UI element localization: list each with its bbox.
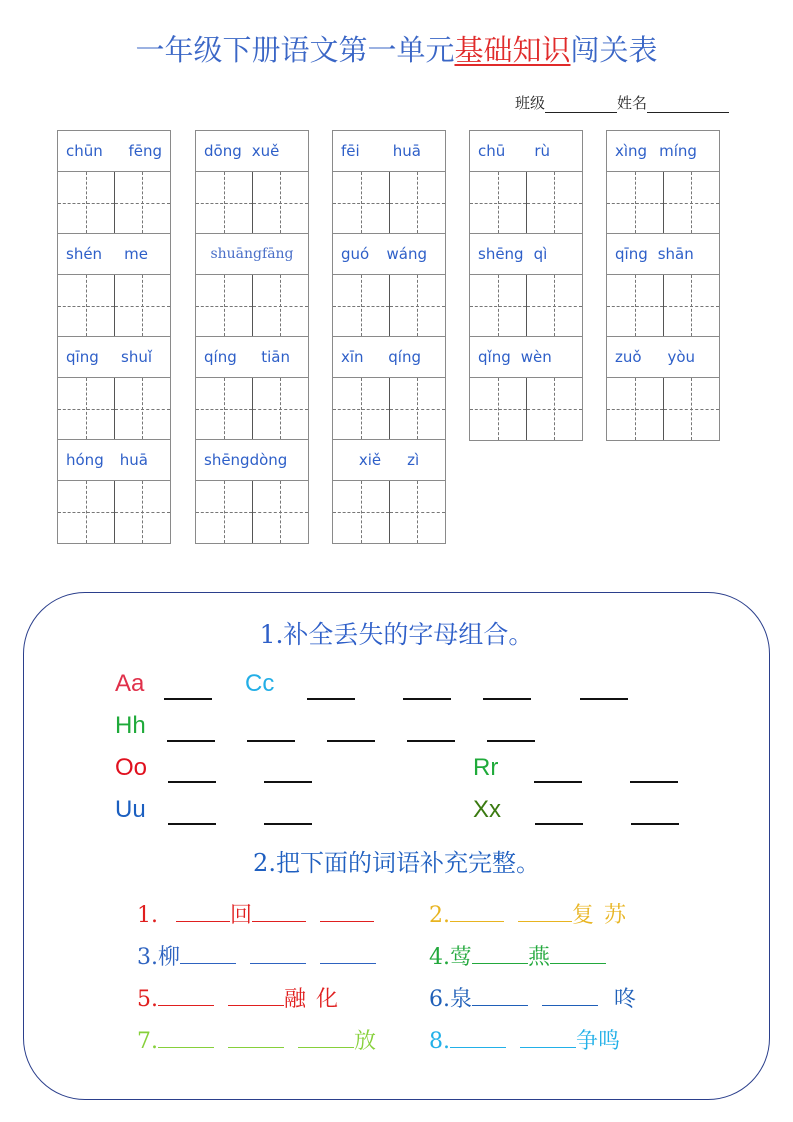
letter-blank[interactable] — [264, 823, 312, 825]
pinyin-block — [333, 440, 445, 543]
word-blank[interactable] — [520, 1029, 576, 1048]
pinyin-row — [470, 131, 582, 172]
pinyin-syllable: me — [124, 245, 148, 263]
word-blank[interactable] — [228, 987, 284, 1006]
writing-grid — [333, 378, 445, 440]
pinyin-column-4 — [469, 130, 583, 441]
writing-grid — [333, 481, 445, 543]
word-blank[interactable] — [472, 945, 528, 964]
tianzige-cell[interactable] — [333, 481, 390, 543]
word-blank[interactable] — [450, 903, 504, 922]
tianzige-cell[interactable] — [58, 481, 115, 543]
word-char: 柳 — [158, 945, 181, 970]
pinyin-row — [58, 234, 170, 275]
tianzige-cell[interactable] — [390, 481, 446, 543]
item-number: 1. — [137, 903, 158, 928]
word-item-1 — [137, 898, 374, 929]
tianzige-cell[interactable] — [470, 172, 527, 233]
item-number: 3. — [137, 945, 158, 970]
writing-grid — [470, 378, 582, 440]
pinyin-syllable: qíng — [204, 348, 237, 366]
tianzige-cell[interactable] — [253, 172, 309, 233]
word-blank[interactable] — [180, 945, 236, 964]
title-highlight: 基础知识 — [454, 33, 571, 67]
pinyin-syllable: shuǐ — [121, 348, 152, 366]
pinyin-row — [333, 440, 445, 481]
word-blank[interactable] — [472, 987, 528, 1006]
pinyin-syllable: fēng — [128, 142, 162, 160]
pinyin-syllable: qīng — [615, 245, 648, 263]
tianzige-cell[interactable] — [664, 378, 720, 440]
tianzige-cell[interactable] — [607, 275, 664, 336]
tianzige-cell[interactable] — [390, 378, 446, 439]
pinyin-block — [196, 131, 308, 234]
word-blank[interactable] — [320, 945, 376, 964]
word-blank[interactable] — [450, 1029, 506, 1048]
letter-blank[interactable] — [630, 781, 678, 783]
writing-grid — [58, 172, 170, 234]
writing-grid — [607, 275, 719, 337]
item-number: 2. — [429, 903, 450, 928]
pinyin-row — [58, 337, 170, 378]
pinyin-syllable: yòu — [667, 348, 695, 366]
title-suffix: 闯关表 — [570, 33, 658, 67]
section2-heading-text: 把下面的词语补充完整。 — [275, 849, 540, 877]
name-label: 姓名 — [617, 94, 648, 112]
writing-grid — [58, 481, 170, 543]
pinyin-syllable: hóng — [66, 451, 104, 469]
letter-blank[interactable] — [327, 740, 375, 742]
pinyin-block — [58, 131, 170, 234]
class-label: 班级 — [515, 94, 546, 112]
pinyin-row — [607, 337, 719, 378]
tianzige-cell[interactable] — [115, 481, 171, 543]
pinyin-block — [607, 131, 719, 234]
pinyin-block — [470, 131, 582, 234]
letter-blank[interactable] — [307, 698, 355, 700]
pinyin-syllable: guó — [341, 245, 370, 263]
pinyin-syllable: chū — [478, 142, 506, 160]
pinyin-row — [196, 234, 308, 275]
letter-blank[interactable] — [167, 740, 215, 742]
word-blank[interactable] — [250, 945, 306, 964]
writing-grid — [196, 172, 308, 234]
pinyin-block — [196, 440, 308, 543]
pinyin-syllable: chūn — [66, 142, 103, 160]
pinyin-syllable: dōng — [204, 142, 242, 160]
pinyin-block — [470, 337, 582, 440]
pinyin-syllable: shān — [657, 245, 694, 263]
tianzige-cell[interactable] — [527, 378, 583, 440]
writing-grid — [196, 378, 308, 440]
letter-Xx: Xx — [473, 796, 502, 823]
word-blank[interactable] — [176, 903, 230, 922]
pinyin-syllable: zì — [407, 451, 420, 469]
pinyin-syllable: huā — [119, 451, 148, 469]
word-item-5 — [137, 982, 338, 1013]
pinyin-block — [607, 337, 719, 440]
word-char: 放 — [354, 1029, 377, 1054]
tianzige-cell[interactable] — [196, 275, 253, 336]
word-char: 争 — [576, 1029, 599, 1054]
pinyin-row — [470, 234, 582, 275]
word-blank[interactable] — [518, 903, 572, 922]
tianzige-cell[interactable] — [253, 275, 309, 336]
pinyin-block — [607, 234, 719, 337]
name-field[interactable] — [647, 97, 729, 113]
word-item-2 — [429, 898, 626, 929]
word-char: 鸣 — [598, 1029, 621, 1054]
item-number: 6. — [429, 987, 450, 1012]
word-char: 泉 — [450, 987, 473, 1012]
item-number: 5. — [137, 987, 158, 1012]
pinyin-row — [196, 337, 308, 378]
page-title — [0, 28, 793, 69]
pinyin-syllable: qíng — [388, 348, 421, 366]
word-blank[interactable] — [252, 903, 306, 922]
pinyin-block — [196, 234, 308, 337]
pinyin-row — [196, 440, 308, 481]
writing-grid — [196, 275, 308, 337]
word-blank[interactable] — [228, 1029, 284, 1048]
tianzige-cell[interactable] — [664, 172, 720, 233]
word-char: 莺 — [450, 945, 473, 970]
word-char: 回 — [230, 903, 253, 928]
letter-blank[interactable] — [407, 740, 455, 742]
pinyin-syllable: zuǒ — [615, 348, 642, 366]
pinyin-syllable: xiě — [358, 451, 382, 469]
word-blank[interactable] — [158, 1029, 214, 1048]
section1-heading: 1.补全丢失的字母组合。 — [259, 620, 534, 649]
letter-blank[interactable] — [483, 698, 531, 700]
pinyin-column-2 — [195, 130, 309, 544]
pinyin-syllable: xuě — [251, 142, 280, 160]
tianzige-cell[interactable] — [196, 481, 253, 543]
pinyin-syllable: rù — [534, 142, 550, 160]
pinyin-row — [333, 131, 445, 172]
letter-blank[interactable] — [403, 698, 451, 700]
tianzige-cell[interactable] — [607, 172, 664, 233]
tianzige-cell[interactable] — [196, 172, 253, 233]
pinyin-block — [58, 234, 170, 337]
title-prefix: 一年级下册语文第一单元 — [135, 33, 455, 67]
pinyin-syllable: shēng — [478, 245, 524, 263]
pinyin-syllable: xīn — [341, 348, 364, 366]
word-char: 苏 — [604, 903, 627, 928]
word-char: 燕 — [528, 945, 551, 970]
tianzige-cell[interactable] — [115, 172, 171, 233]
tianzige-cell[interactable] — [333, 378, 390, 439]
pinyin-block — [196, 337, 308, 440]
letter-blank[interactable] — [264, 781, 312, 783]
tianzige-cell[interactable] — [390, 172, 446, 233]
word-item-7 — [137, 1024, 376, 1055]
letter-Hh: Hh — [115, 712, 146, 739]
pinyin-row — [607, 234, 719, 275]
pinyin-column-5 — [606, 130, 720, 441]
pinyin-column-1 — [57, 130, 171, 544]
tianzige-cell[interactable] — [115, 378, 171, 439]
tianzige-cell[interactable] — [664, 275, 720, 336]
pinyin-block — [58, 337, 170, 440]
letter-blank[interactable] — [247, 740, 295, 742]
word-item-4 — [429, 940, 606, 971]
writing-grid — [58, 275, 170, 337]
pinyin-syllable: shēngdòng — [204, 451, 288, 469]
tianzige-cell[interactable] — [527, 275, 583, 336]
tianzige-cell[interactable] — [253, 378, 309, 439]
letter-blank[interactable] — [164, 698, 212, 700]
letter-blank[interactable] — [580, 698, 628, 700]
pinyin-syllable: qīng — [66, 348, 99, 366]
pinyin-column-3 — [332, 130, 446, 544]
pinyin-syllable: qǐng — [478, 348, 511, 366]
pinyin-syllable: wáng — [386, 245, 427, 263]
letter-Uu: Uu — [115, 796, 146, 823]
word-char: 化 — [316, 987, 339, 1012]
pinyin-row — [607, 131, 719, 172]
tianzige-cell[interactable] — [470, 378, 527, 440]
pinyin-block — [333, 131, 445, 234]
word-item-8 — [429, 1024, 620, 1055]
letter-Cc: Cc — [245, 670, 275, 697]
student-info-line — [515, 92, 729, 113]
writing-grid — [607, 378, 719, 440]
section2-heading — [0, 843, 793, 878]
word-item-6 — [429, 982, 636, 1013]
tianzige-cell[interactable] — [58, 172, 115, 233]
pinyin-syllable: huā — [392, 142, 421, 160]
pinyin-row — [58, 131, 170, 172]
letter-Rr: Rr — [473, 754, 499, 781]
section2-number: 2. — [253, 849, 276, 877]
word-char: 复 — [572, 903, 595, 928]
pinyin-row — [333, 337, 445, 378]
tianzige-cell[interactable] — [333, 172, 390, 233]
letter-blank[interactable] — [631, 823, 679, 825]
word-blank[interactable] — [550, 945, 606, 964]
pinyin-block — [470, 234, 582, 337]
tianzige-cell[interactable] — [115, 275, 171, 336]
pinyin-row — [196, 131, 308, 172]
tianzige-cell[interactable] — [470, 275, 527, 336]
pinyin-block — [333, 337, 445, 440]
writing-grid — [333, 275, 445, 337]
word-blank[interactable] — [158, 987, 214, 1006]
item-number: 7. — [137, 1029, 158, 1054]
tianzige-cell[interactable] — [390, 275, 446, 336]
letter-blank[interactable] — [168, 781, 216, 783]
item-number: 4. — [429, 945, 450, 970]
tianzige-cell[interactable] — [58, 275, 115, 336]
writing-grid — [470, 172, 582, 234]
word-char: 咚 — [614, 987, 637, 1012]
tianzige-cell[interactable] — [333, 275, 390, 336]
pinyin-syllable: xìng — [615, 142, 648, 160]
pinyin-row — [470, 337, 582, 378]
writing-grid — [333, 172, 445, 234]
tianzige-cell[interactable] — [253, 481, 309, 543]
letter-Oo: Oo — [115, 754, 148, 781]
tianzige-cell[interactable] — [607, 378, 664, 440]
writing-grid — [58, 378, 170, 440]
pinyin-row — [58, 440, 170, 481]
item-number: 8. — [429, 1029, 450, 1054]
letter-blank[interactable] — [535, 823, 583, 825]
pinyin-syllable: qì — [533, 245, 548, 263]
tianzige-cell[interactable] — [196, 378, 253, 439]
word-blank[interactable] — [320, 903, 374, 922]
word-blank[interactable] — [542, 987, 598, 1006]
letter-Aa: Aa — [115, 670, 145, 697]
writing-grid — [470, 275, 582, 337]
class-field[interactable] — [545, 97, 617, 113]
pinyin-syllable: fēi — [341, 142, 360, 160]
writing-grid — [196, 481, 308, 543]
word-blank[interactable] — [298, 1029, 354, 1048]
letter-blank[interactable] — [487, 740, 535, 742]
tianzige-cell[interactable] — [58, 378, 115, 439]
pinyin-syllable: shén — [66, 245, 103, 263]
word-char: 融 — [284, 987, 307, 1012]
pinyin-syllable: míng — [659, 142, 697, 160]
pinyin-syllable: tiān — [261, 348, 290, 366]
pinyin-syllable: wèn — [520, 348, 552, 366]
writing-grid — [607, 172, 719, 234]
pinyin-block — [58, 440, 170, 543]
pinyin-syllable: shuāngfāng — [210, 246, 294, 262]
tianzige-cell[interactable] — [527, 172, 583, 233]
letter-blank[interactable] — [534, 781, 582, 783]
letter-blank[interactable] — [168, 823, 216, 825]
word-item-3 — [137, 940, 376, 971]
pinyin-block — [333, 234, 445, 337]
pinyin-row — [333, 234, 445, 275]
